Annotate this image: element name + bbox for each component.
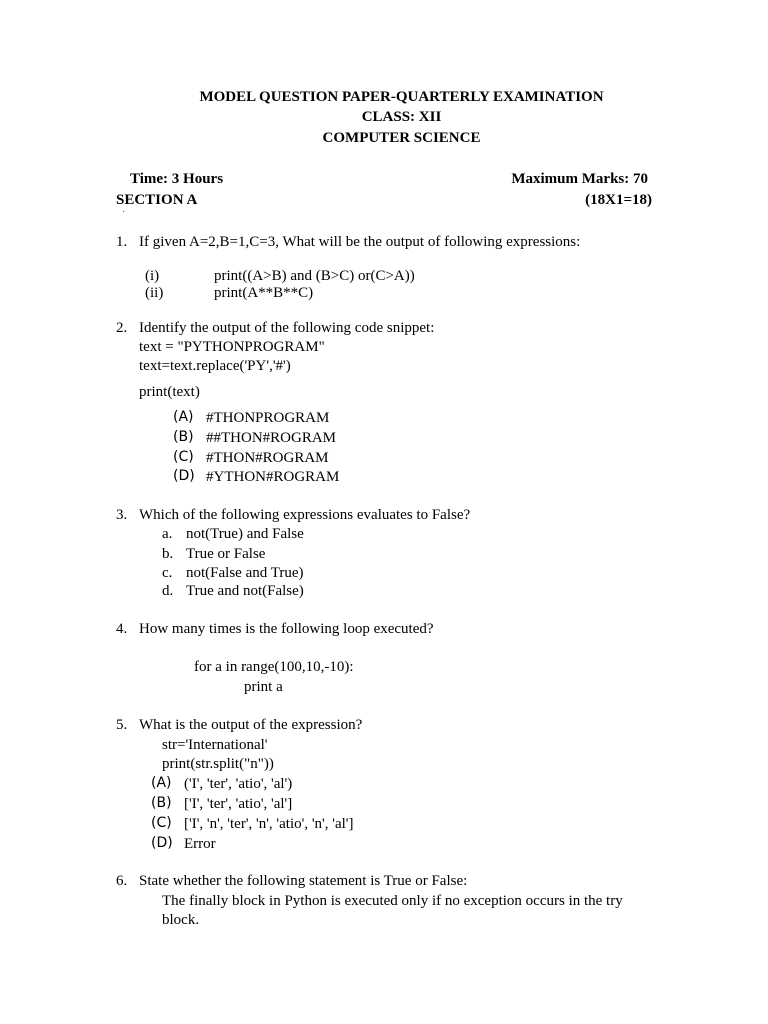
question-number: 6. — [116, 873, 128, 889]
option-text: ['I', 'ter', 'atio', 'al'] — [184, 796, 293, 812]
question-number: 4. — [116, 621, 128, 637]
code-line: str='International' — [162, 737, 268, 753]
option-label: (C) — [173, 449, 194, 465]
item-label: (ii) — [145, 285, 164, 301]
option-text: #YTHON#ROGRAM — [206, 469, 340, 485]
option-text: ##THON#ROGRAM — [206, 430, 337, 446]
statement-text: The finally block in Python is executed only if no exception occurs in the try block. — [162, 893, 623, 928]
item-code: print((A>B) and (B>C) or(C>A)) — [214, 268, 415, 284]
question-number: 5. — [116, 717, 128, 733]
stray-mark: · — [122, 207, 126, 218]
code-line: print(text) — [139, 384, 200, 400]
item-code: print(A**B**C) — [214, 285, 314, 301]
option-label: a. — [162, 526, 173, 542]
question-text: Identify the output of the following code snippet: — [139, 320, 435, 336]
question-number: 1. — [116, 234, 128, 250]
option-label: d. — [162, 583, 174, 599]
code-line: print a — [244, 679, 283, 695]
code-line: text=text.replace('PY','#') — [139, 358, 291, 374]
question-text: State whether the following statement is True or False: — [139, 873, 468, 889]
option-label: (A) — [151, 775, 172, 791]
question-number: 2. — [116, 320, 128, 336]
option-text: not(False and True) — [186, 565, 304, 581]
option-text: True and not(False) — [186, 583, 304, 599]
class-line: CLASS: XII — [361, 109, 442, 125]
option-text: ('I', 'ter', 'atio', 'al') — [184, 776, 293, 792]
option-text: Error — [184, 836, 216, 852]
question-text: What is the output of the expression? — [139, 717, 363, 733]
option-label: (B) — [173, 429, 194, 445]
option-text: #THONPROGRAM — [206, 410, 330, 426]
code-line: for a in range(100,10,-10): — [194, 659, 354, 675]
option-label: (B) — [151, 795, 172, 811]
code-line: text = "PYTHONPROGRAM" — [139, 339, 325, 355]
question-text: If given A=2,B=1,C=3, What will be the output of following expressions: — [139, 234, 581, 250]
option-text: not(True) and False — [186, 526, 304, 542]
paper-title: MODEL QUESTION PAPER-QUARTERLY EXAMINATION — [199, 89, 604, 105]
option-label: (C) — [151, 815, 172, 831]
option-text: ['I', 'n', 'ter', 'n', 'atio', 'n', 'al'] — [184, 816, 354, 832]
option-label: c. — [162, 565, 173, 581]
question-number: 3. — [116, 507, 128, 523]
question-text: How many times is the following loop executed? — [139, 621, 434, 637]
option-text: True or False — [186, 546, 266, 562]
question-text: Which of the following expressions evaluates to False? — [139, 507, 471, 523]
item-label: (i) — [145, 268, 160, 284]
section-label: SECTION A — [116, 192, 198, 208]
max-marks-label: Maximum Marks: 70 — [511, 171, 648, 187]
option-label: b. — [162, 546, 174, 562]
option-label: (A) — [173, 409, 194, 425]
subject-line: COMPUTER SCIENCE — [322, 130, 481, 146]
section-marks: (18X1=18) — [585, 192, 652, 208]
option-text: #THON#ROGRAM — [206, 450, 329, 466]
option-label: (D) — [173, 468, 195, 484]
time-label: Time: 3 Hours — [130, 171, 224, 187]
code-line: print(str.split("n")) — [162, 756, 274, 772]
option-label: (D) — [151, 835, 173, 851]
